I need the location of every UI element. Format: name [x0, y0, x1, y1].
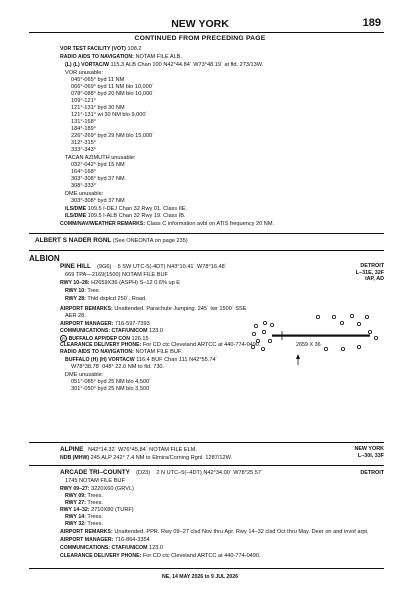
- radio-aids-line: RADIO AIDS TO NAVIGATION: NOTAM FILE ALB.: [60, 54, 182, 60]
- alpine-header: ALPINE N42°14.32´ W76°45.84´ NOTAM FILE ELM.: [60, 446, 197, 453]
- list-item: 032°-042° byd 15 NM: [71, 162, 125, 168]
- radar-icon: R: [60, 335, 67, 342]
- pine-hill-buffalo-cont: W78°38.78´ 048° 22.0 NM to fld. 730.: [71, 364, 165, 370]
- arcade-rwy-end: RWY 27: Trees.: [65, 500, 103, 506]
- section-divider: [29, 442, 384, 443]
- list-item: 308°-333°: [71, 183, 97, 189]
- section-divider: [29, 233, 384, 234]
- pine-hill-dme-label: DME unusable:: [65, 372, 104, 378]
- pine-hill-dme-item: 301°-050° byd 25 NM blo 3,500´: [71, 386, 152, 392]
- arcade-rwy-end: RWY 32: Trees.: [65, 521, 103, 527]
- comm-remarks-line: COMM/NAV/WEATHER REMARKS: Class C information avbl on ATIS frequency 20 NM.: [60, 221, 275, 227]
- list-item: 226°-269° byd 29 NM blo 15,000´: [71, 133, 155, 139]
- vor-unusable-list: [71, 77, 154, 154]
- list-item: 066°-069° byd 11 NM blo 10,000´: [71, 84, 154, 90]
- section-divider: [29, 465, 384, 466]
- runway-dimension-label: 2659 X 36: [296, 342, 321, 348]
- pine-hill-header: PINE HILL (9G6) 5 SW UTC-5(-4DT) N43°10.41´ W78°16.48´: [60, 263, 227, 270]
- pine-hill-rwy-end: RWY 10: Tree.: [65, 288, 101, 294]
- section-divider: [29, 250, 384, 251]
- continued-heading: CONTINUED FROM PRECEDING PAGE: [134, 35, 266, 42]
- arcade-rwy-end: RWY 14: Trees.: [65, 514, 103, 520]
- list-item: 184°-189°: [71, 126, 97, 132]
- alpine-side-info: NEW YORK L–30I, 33F: [354, 446, 384, 459]
- page-number: 189: [362, 17, 381, 29]
- pine-hill-approach: R BUFFALO APP/DEP CON 126.15: [60, 335, 149, 343]
- airport-diagram: [246, 308, 382, 366]
- list-item: 303°-308° byd 37 NM: [71, 176, 125, 182]
- pine-hill-clearance: CLEARANCE DELIVERY PHONE: For CD ctc Cleveland ARTCC at 440-774-0490.: [60, 342, 261, 348]
- region-heading: ALBION: [29, 254, 60, 263]
- state-title: NEW YORK: [171, 18, 229, 30]
- pine-hill-remarks-cont: AER 28.: [65, 313, 86, 319]
- pine-hill-buffalo: BUFFALO (H) (H) VORTACW 116.4 BUF Chan 111 N42°55.74´: [65, 357, 218, 363]
- dme-unusable-label: DME unusable:: [65, 191, 104, 197]
- effective-dates: NE, 14 MAY 2026 to 9 JUL 2026: [161, 574, 239, 580]
- list-item: 045°-065° byd 11 NM: [71, 77, 125, 83]
- arcade-rwy: RWY 09–27: 3220X60 (GRVL): [60, 486, 134, 492]
- tacan-unusable-label: TACAN AZIMUTH unusable:: [65, 155, 136, 161]
- pine-hill-line2: 669 TPA—2169(1500) NOTAM FILE BUF: [65, 272, 168, 278]
- ils-line-2: ILS/DME 109.5 I-ALB Chan 32 Rwy 19. Class IB.: [65, 213, 186, 219]
- list-item: 109°-121°: [71, 98, 97, 104]
- dme-unusable-item: 303°-308° byd 37 NM: [71, 198, 125, 204]
- list-item: 131°-168°: [71, 119, 97, 125]
- list-item: 312°-315°: [71, 140, 97, 146]
- north-arrow-icon: [296, 354, 300, 365]
- arcade-side-info: DETROIT: [360, 470, 384, 476]
- arcade-manager: AIRPORT MANAGER: 716-864-3354: [60, 537, 150, 543]
- arcade-clearance: CLEARANCE DELIVERY PHONE: For CD ctc Cleveland ARTCC at 440-774-0490.: [60, 553, 261, 559]
- vot-line: VOR TEST FACILITY (VOT) 108.2: [60, 46, 142, 52]
- arcade-rwy-end: RWY 09: Trees.: [65, 493, 103, 499]
- list-item: 078°-088° byd 20 NM blo 10,000´: [71, 91, 155, 97]
- ils-line-1: ILS/DME 109.5 I-DEJ Chan 32 Rwy 01. Class IIE.: [65, 206, 188, 212]
- pine-hill-side-info: DETROIT L–31E, 32F IAP, AD: [355, 263, 384, 283]
- arcade-remarks: AIRPORT REMARKS: Unattended. PPR. Rwy 09–27 clsd Nov thru Apr. Rwy 14–32 clsd Oct thru May. Deer on and invof arpt.: [60, 529, 369, 535]
- runway-10-28: [272, 335, 370, 337]
- pine-hill-radio: RADIO AIDS TO NAVIGATION: NOTAM FILE BUF.: [60, 349, 183, 355]
- albert-entry: ALBERT S NADER RGNL (See ONEONTA on page 235): [35, 237, 188, 244]
- tacan-unusable-list: [71, 162, 125, 190]
- vortac-line: (L) (L) VORTAC/W 115.3 ALB Chan 100 N42°44.84´ W73°48.19´ at fld. 273/13W.: [65, 62, 264, 68]
- list-item: 333°-343°: [71, 147, 97, 153]
- pine-hill-remarks: AIRPORT REMARKS: Unattended. Parachute Jumping. 245´ twr 1500´ SSE: [60, 306, 247, 312]
- arcade-rwy: RWY 14–32: 2710X80 (TURF): [60, 507, 134, 513]
- list-item: 121°-131° byd 30 NM: [71, 105, 125, 111]
- arcade-line2: 1745 NOTAM FILE BUF: [65, 478, 125, 484]
- pine-hill-rwy: RWY 10–28: H2659X36 (ASPH) S–12 0.6% up E: [60, 280, 181, 286]
- list-item: 164°-168°: [71, 169, 97, 175]
- arcade-comms: COMMUNICATIONS: CTAF/UNICOM 123.0: [60, 545, 163, 551]
- pine-hill-manager: AIRPORT MANAGER: 716-597-7393: [60, 321, 150, 327]
- list-item: 121°-131° wi 30 NM blo 9,000´: [71, 112, 148, 118]
- pine-hill-rwy-end: RWY 28: Thld dsplcd 250´. Road.: [65, 296, 147, 302]
- pine-hill-dme-item: 051°-085° byd 25 NM blo 4,500´: [71, 379, 152, 385]
- pine-hill-comms: COMMUNICATIONS: CTAF/UNICOM 123.0: [60, 328, 163, 334]
- alpine-ndb: NDB (MHW) 245 ALP 242° 7.4 NM to Elmira/Corning Rgnl. 1287/12W.: [60, 455, 233, 461]
- arcade-header: ARCADE TRI–COUNTY (D23) 2 N UTC–5(–4DT) N42°34.00´ W78°25.57´: [60, 469, 263, 476]
- footer-rule: [29, 568, 384, 569]
- vor-unusable-label: VOR unusable:: [65, 70, 103, 76]
- header-rule: [29, 32, 384, 33]
